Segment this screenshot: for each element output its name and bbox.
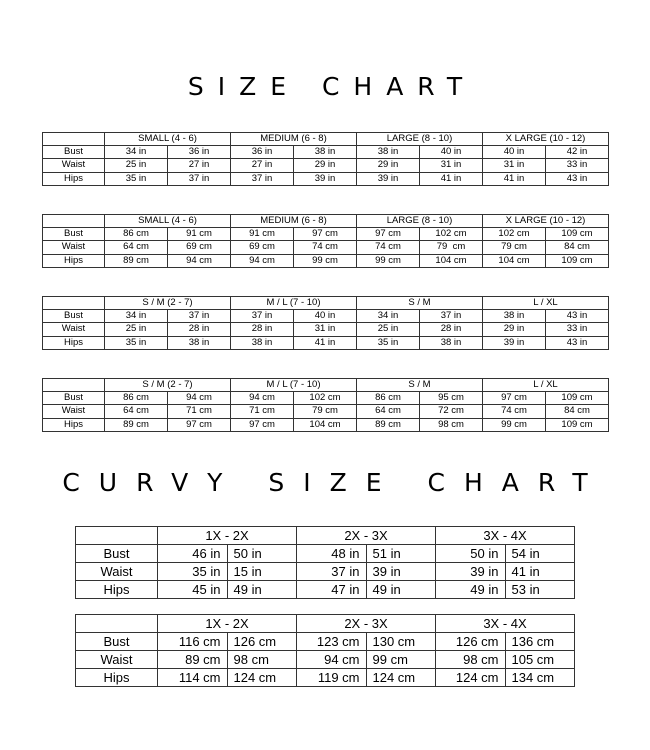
curvy-size-table-inches: [75, 526, 575, 599]
measure-cell: 35 in: [158, 563, 228, 581]
measure-cell: 47 in: [297, 581, 367, 599]
measure-cell: 119 cm: [297, 669, 367, 687]
measure-cell: 97 cm: [483, 392, 546, 405]
measure-cell: 40 in: [294, 310, 357, 323]
measure-cell: 97 cm: [168, 418, 231, 431]
measure-cell: 104 cm: [483, 254, 546, 267]
row-label: Waist: [76, 563, 158, 581]
measure-cell: 71 cm: [168, 405, 231, 418]
measure-cell: 89 cm: [105, 254, 168, 267]
table-header-row: [43, 215, 609, 228]
measure-cell: 136 cm: [505, 633, 575, 651]
measure-cell: 37 in: [231, 310, 294, 323]
size-header: LARGE (8 - 10): [357, 215, 483, 228]
measure-cell: 79 cm: [483, 241, 546, 254]
measure-cell: 109 cm: [546, 228, 609, 241]
table-row: [43, 172, 609, 185]
measure-cell: 89 cm: [105, 418, 168, 431]
measure-cell: 34 in: [357, 310, 420, 323]
measure-cell: 39 in: [294, 172, 357, 185]
measure-cell: 39 in: [357, 172, 420, 185]
table-row: [43, 405, 609, 418]
measure-cell: 126 cm: [436, 633, 506, 651]
size-header: 1X - 2X: [158, 527, 297, 545]
measure-cell: 74 cm: [357, 241, 420, 254]
curvy-size-chart-title: CURVY SIZE CHART: [62, 468, 607, 497]
measure-cell: 79 cm: [420, 241, 483, 254]
table-header-row: [43, 133, 609, 146]
measure-cell: 39 in: [483, 336, 546, 349]
row-label: Hips: [76, 669, 158, 687]
row-label: Bust: [43, 146, 105, 159]
table-row: [76, 651, 575, 669]
measure-cell: 69 cm: [231, 241, 294, 254]
table-row: [76, 563, 575, 581]
table-header-row: [43, 297, 609, 310]
measure-cell: 29 in: [357, 159, 420, 172]
measure-cell: 41 in: [505, 563, 575, 581]
measure-cell: 86 cm: [105, 392, 168, 405]
size-header: 3X - 4X: [436, 527, 575, 545]
row-label: Hips: [43, 336, 105, 349]
size-header: SMALL (4 - 6): [105, 133, 231, 146]
size-header: L / XL: [483, 297, 609, 310]
row-label: Waist: [43, 323, 105, 336]
measure-cell: 84 cm: [546, 241, 609, 254]
measure-cell: 25 in: [105, 159, 168, 172]
measure-cell: 15 in: [227, 563, 297, 581]
row-label: Bust: [43, 392, 105, 405]
size-header: S / M: [357, 297, 483, 310]
table-row: [43, 323, 609, 336]
measure-cell: 105 cm: [505, 651, 575, 669]
measure-cell: 43 in: [546, 172, 609, 185]
measure-cell: 99 cm: [366, 651, 436, 669]
measure-cell: 31 in: [294, 323, 357, 336]
measure-cell: 39 in: [436, 563, 506, 581]
measure-cell: 38 in: [294, 146, 357, 159]
measure-cell: 94 cm: [297, 651, 367, 669]
table-row: [76, 545, 575, 563]
row-label: Waist: [43, 159, 105, 172]
measure-cell: 38 in: [357, 146, 420, 159]
measure-cell: 37 in: [297, 563, 367, 581]
row-label: Bust: [76, 545, 158, 563]
measure-cell: 31 in: [420, 159, 483, 172]
measure-cell: 104 cm: [294, 418, 357, 431]
size-header: 3X - 4X: [436, 615, 575, 633]
measure-cell: 49 in: [436, 581, 506, 599]
measure-cell: 64 cm: [357, 405, 420, 418]
measure-cell: 46 in: [158, 545, 228, 563]
table-row: [76, 669, 575, 687]
measure-cell: 124 cm: [227, 669, 297, 687]
row-label: Bust: [43, 228, 105, 241]
measure-cell: 37 in: [168, 310, 231, 323]
measure-cell: 94 cm: [168, 254, 231, 267]
size-header: S / M: [357, 379, 483, 392]
measure-cell: 41 in: [294, 336, 357, 349]
measure-cell: 91 cm: [168, 228, 231, 241]
measure-cell: 45 in: [158, 581, 228, 599]
measure-cell: 50 in: [227, 545, 297, 563]
corner-cell: [43, 379, 105, 392]
row-label: Hips: [43, 418, 105, 431]
measure-cell: 130 cm: [366, 633, 436, 651]
measure-cell: 71 cm: [231, 405, 294, 418]
size-table-cm: [42, 214, 609, 268]
measure-cell: 28 in: [420, 323, 483, 336]
measure-cell: 54 in: [505, 545, 575, 563]
measure-cell: 95 cm: [420, 392, 483, 405]
measure-cell: 37 in: [168, 172, 231, 185]
size-header: L / XL: [483, 379, 609, 392]
measure-cell: 69 cm: [168, 241, 231, 254]
measure-cell: 31 in: [483, 159, 546, 172]
measure-cell: 91 cm: [231, 228, 294, 241]
measure-cell: 36 in: [231, 146, 294, 159]
curvy-size-table-cm: [75, 614, 575, 687]
size-header: SMALL (4 - 6): [105, 215, 231, 228]
measure-cell: 79 cm: [294, 405, 357, 418]
measure-cell: 34 in: [105, 310, 168, 323]
size-table-inches: [42, 132, 609, 186]
table-row: [43, 228, 609, 241]
table-row: [43, 241, 609, 254]
measure-cell: 42 in: [546, 146, 609, 159]
measure-cell: 109 cm: [546, 392, 609, 405]
measure-cell: 98 cm: [420, 418, 483, 431]
measure-cell: 33 in: [546, 323, 609, 336]
measure-cell: 102 cm: [420, 228, 483, 241]
measure-cell: 124 cm: [436, 669, 506, 687]
measure-cell: 37 in: [420, 310, 483, 323]
measure-cell: 104 cm: [420, 254, 483, 267]
measure-cell: 114 cm: [158, 669, 228, 687]
corner-cell: [43, 133, 105, 146]
corner-cell: [76, 615, 158, 633]
row-label: Hips: [43, 254, 105, 267]
size-header: M / L (7 - 10): [231, 379, 357, 392]
size-header: S / M (2 - 7): [105, 297, 231, 310]
table-header-row: [43, 379, 609, 392]
measure-cell: 89 cm: [357, 418, 420, 431]
measure-cell: 27 in: [231, 159, 294, 172]
measure-cell: 126 cm: [227, 633, 297, 651]
measure-cell: 94 cm: [168, 392, 231, 405]
measure-cell: 34 in: [105, 146, 168, 159]
measure-cell: 97 cm: [294, 228, 357, 241]
size-chart-title: SIZE CHART: [187, 72, 477, 101]
measure-cell: 99 cm: [483, 418, 546, 431]
size-header: MEDIUM (6 - 8): [231, 133, 357, 146]
size-header: 2X - 3X: [297, 527, 436, 545]
table-row: [43, 418, 609, 431]
measure-cell: 35 in: [357, 336, 420, 349]
measure-cell: 29 in: [483, 323, 546, 336]
table-row: [76, 581, 575, 599]
measure-cell: 72 cm: [420, 405, 483, 418]
measure-cell: 109 cm: [546, 418, 609, 431]
row-label: Waist: [43, 241, 105, 254]
measure-cell: 28 in: [231, 323, 294, 336]
measure-cell: 51 in: [366, 545, 436, 563]
measure-cell: 38 in: [231, 336, 294, 349]
measure-cell: 38 in: [420, 336, 483, 349]
measure-cell: 123 cm: [297, 633, 367, 651]
measure-cell: 35 in: [105, 172, 168, 185]
measure-cell: 53 in: [505, 581, 575, 599]
measure-cell: 27 in: [168, 159, 231, 172]
measure-cell: 74 cm: [483, 405, 546, 418]
measure-cell: 64 cm: [105, 241, 168, 254]
measure-cell: 97 cm: [231, 418, 294, 431]
measure-cell: 102 cm: [294, 392, 357, 405]
measure-cell: 98 cm: [436, 651, 506, 669]
measure-cell: 124 cm: [366, 669, 436, 687]
measure-cell: 43 in: [546, 336, 609, 349]
measure-cell: 28 in: [168, 323, 231, 336]
measure-cell: 49 in: [366, 581, 436, 599]
table-row: [43, 336, 609, 349]
size-header: LARGE (8 - 10): [357, 133, 483, 146]
table-row: [76, 633, 575, 651]
size-header: MEDIUM (6 - 8): [231, 215, 357, 228]
measure-cell: 25 in: [357, 323, 420, 336]
measure-cell: 116 cm: [158, 633, 228, 651]
measure-cell: 25 in: [105, 323, 168, 336]
size-header: X LARGE (10 - 12): [483, 133, 609, 146]
size-header: 2X - 3X: [297, 615, 436, 633]
measure-cell: 97 cm: [357, 228, 420, 241]
size-table-range-cm: [42, 378, 609, 432]
row-label: Waist: [43, 405, 105, 418]
measure-cell: 29 in: [294, 159, 357, 172]
row-label: Bust: [76, 633, 158, 651]
measure-cell: 84 cm: [546, 405, 609, 418]
corner-cell: [43, 297, 105, 310]
measure-cell: 41 in: [483, 172, 546, 185]
measure-cell: 41 in: [420, 172, 483, 185]
measure-cell: 43 in: [546, 310, 609, 323]
size-header: X LARGE (10 - 12): [483, 215, 609, 228]
measure-cell: 40 in: [483, 146, 546, 159]
table-row: [43, 254, 609, 267]
table-row: [43, 392, 609, 405]
size-header: S / M (2 - 7): [105, 379, 231, 392]
measure-cell: 94 cm: [231, 392, 294, 405]
size-table-range-inches: [42, 296, 609, 350]
row-label: Bust: [43, 310, 105, 323]
measure-cell: 99 cm: [294, 254, 357, 267]
measure-cell: 99 cm: [357, 254, 420, 267]
measure-cell: 102 cm: [483, 228, 546, 241]
measure-cell: 49 in: [227, 581, 297, 599]
measure-cell: 98 cm: [227, 651, 297, 669]
measure-cell: 39 in: [366, 563, 436, 581]
table-header-row: [76, 615, 575, 633]
corner-cell: [43, 215, 105, 228]
measure-cell: 89 cm: [158, 651, 228, 669]
table-row: [43, 146, 609, 159]
table-header-row: [76, 527, 575, 545]
measure-cell: 35 in: [105, 336, 168, 349]
measure-cell: 37 in: [231, 172, 294, 185]
row-label: Hips: [76, 581, 158, 599]
corner-cell: [76, 527, 158, 545]
measure-cell: 86 cm: [357, 392, 420, 405]
measure-cell: 33 in: [546, 159, 609, 172]
measure-cell: 86 cm: [105, 228, 168, 241]
measure-cell: 74 cm: [294, 241, 357, 254]
measure-cell: 94 cm: [231, 254, 294, 267]
measure-cell: 38 in: [483, 310, 546, 323]
size-header: 1X - 2X: [158, 615, 297, 633]
size-header: M / L (7 - 10): [231, 297, 357, 310]
row-label: Waist: [76, 651, 158, 669]
measure-cell: 48 in: [297, 545, 367, 563]
measure-cell: 36 in: [168, 146, 231, 159]
measure-cell: 134 cm: [505, 669, 575, 687]
measure-cell: 109 cm: [546, 254, 609, 267]
measure-cell: 38 in: [168, 336, 231, 349]
table-row: [43, 159, 609, 172]
row-label: Hips: [43, 172, 105, 185]
measure-cell: 50 in: [436, 545, 506, 563]
measure-cell: 64 cm: [105, 405, 168, 418]
table-row: [43, 310, 609, 323]
measure-cell: 40 in: [420, 146, 483, 159]
